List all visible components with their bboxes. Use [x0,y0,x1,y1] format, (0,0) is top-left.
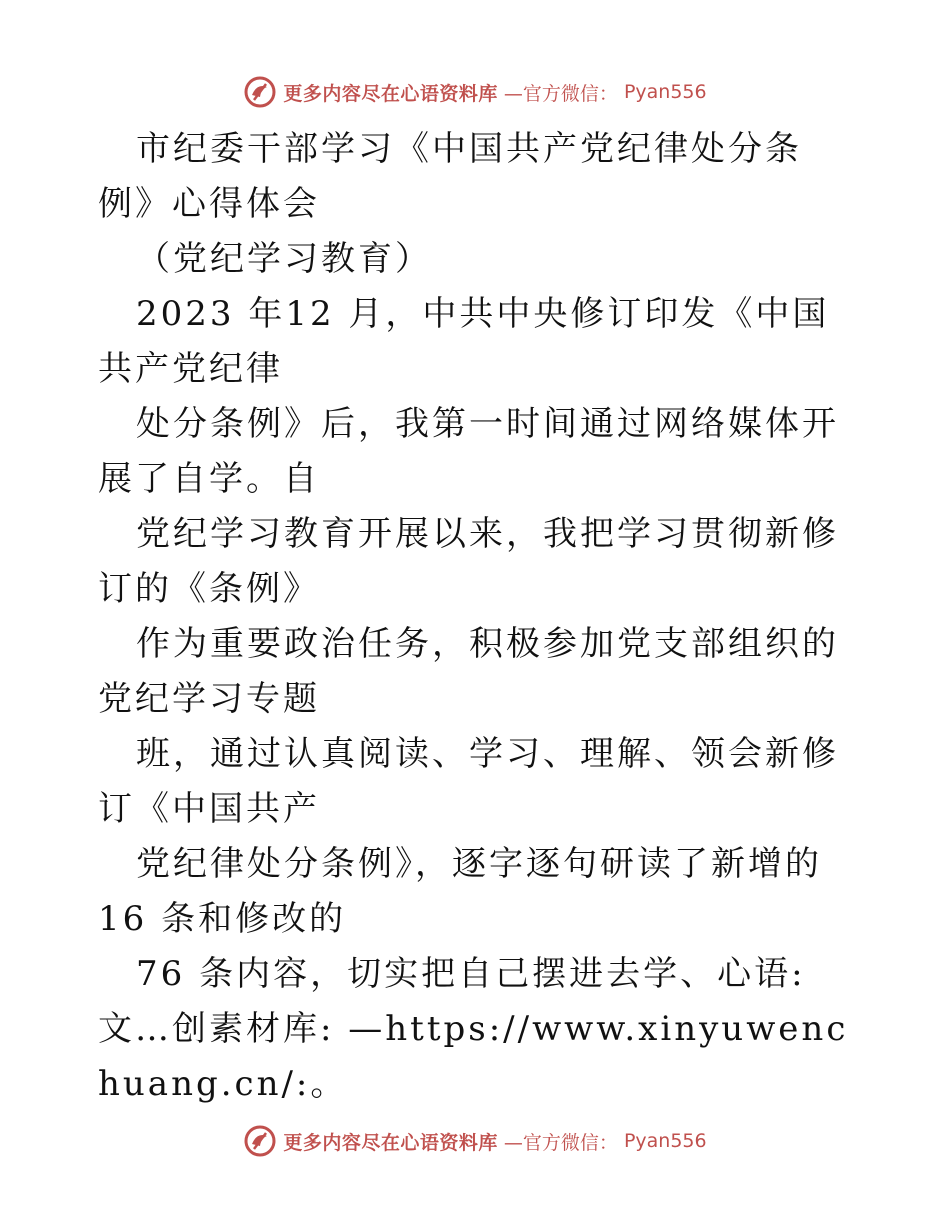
banner-wechat-id: Pyan556 [623,81,707,103]
paragraph-line: 班，通过认真阅读、学习、理解、领会新修订《中国共产 [98,734,839,829]
banner-wechat-id: Pyan556 [623,1130,707,1152]
paragraph-line: 作为重要政治任务，积极参加党支部组织的党纪学习专题 [98,624,839,719]
paragraph-line: 党纪律处分条例》，逐字逐句研读了新增的 16 条和修改的 [98,844,822,939]
banner-separator-text: —官方微信： [503,82,618,105]
paragraph-line: 党纪学习教育开展以来，我把学习贯彻新修订的《条例》 [98,514,839,609]
banner-brand-text: 更多内容尽在心语资料库 [283,82,498,105]
document-title: 市纪委干部学习《中国共产党纪律处分条例》心得体会 [98,129,802,224]
banner-brand-text: 更多内容尽在心语资料库 [283,1131,498,1154]
paragraph-line: 76 条内容，切实把自己摆进去学、心语:文…创素材库: —https://www.xinyuwenchuang.cn/:。 [98,954,849,1104]
swirl-logo-icon [243,75,277,109]
header-banner [0,72,950,112]
paragraph-line: 处分条例》后，我第一时间通过网络媒体开展了自学。自 [98,404,839,499]
document-body [98,122,858,1112]
footer-banner [0,1121,950,1161]
paragraph-line: 2023 年12 月，中共中央修订印发《中国共产党纪律 [98,294,830,389]
swirl-logo-icon [243,1124,277,1158]
document-subtitle: （党纪学习教育） [136,239,432,279]
banner-separator-text: —官方微信： [503,1131,618,1154]
